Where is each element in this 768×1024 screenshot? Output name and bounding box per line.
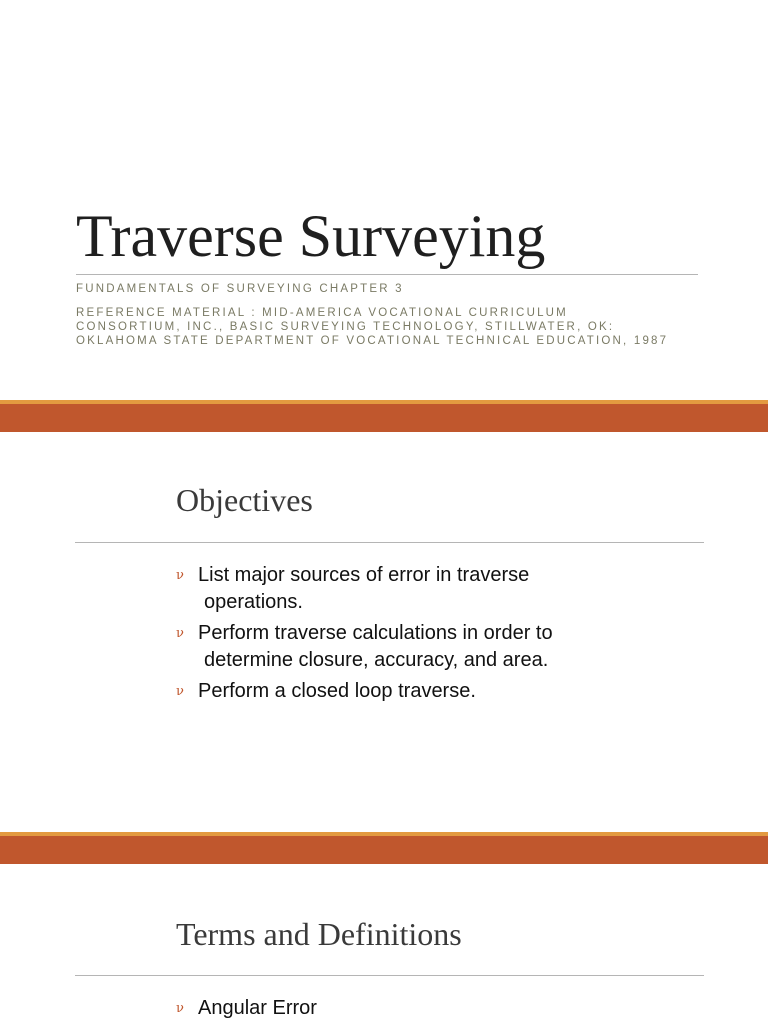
- bullet-text: Angular Error: [198, 997, 317, 1019]
- heading-divider: [75, 975, 704, 976]
- title-slide: [0, 0, 768, 400]
- bullet-icon: ν: [176, 684, 184, 699]
- list-item: [176, 562, 646, 616]
- list-item: [176, 620, 646, 674]
- list-item: [176, 678, 646, 705]
- slide-subtitle: FUNDAMENTALS OF SURVEYING CHAPTER 3: [76, 283, 404, 295]
- reference-line: OKLAHOMA STATE DEPARTMENT OF VOCATIONAL TECHNICAL EDUCATION, 1987: [76, 335, 669, 347]
- title-divider: [76, 274, 698, 275]
- reference-line: REFERENCE MATERIAL : MID-AMERICA VOCATIONAL CURRICULUM: [76, 307, 568, 319]
- accent-stripe-dark: [0, 836, 768, 864]
- bullet-icon: ν: [176, 568, 184, 583]
- list-item: [176, 995, 646, 1022]
- heading-divider: [75, 542, 704, 543]
- reference-material: [76, 306, 726, 348]
- objectives-list: [176, 562, 646, 709]
- terms-list: [176, 995, 646, 1024]
- terms-heading: Terms and Definitions: [176, 916, 462, 952]
- bullet-text: List major sources of error in traverse: [198, 564, 530, 586]
- slide-separator-band: [0, 400, 768, 432]
- reference-line: CONSORTIUM, INC., BASIC SURVEYING TECHNOLOGY, STILLWATER, OK:: [76, 321, 615, 333]
- slide-separator-band: [0, 832, 768, 864]
- objectives-heading: Objectives: [176, 482, 313, 518]
- bullet-icon: ν: [176, 1001, 184, 1016]
- bullet-text: determine closure, accuracy, and area.: [204, 649, 549, 671]
- slide-title: Traverse Surveying: [76, 203, 546, 269]
- bullet-text: operations.: [204, 591, 303, 613]
- accent-stripe-dark: [0, 404, 768, 432]
- terms-slide: [0, 864, 768, 1024]
- bullet-text: Perform traverse calculations in order to: [198, 622, 553, 644]
- bullet-icon: ν: [176, 626, 184, 641]
- bullet-text: Perform a closed loop traverse.: [198, 680, 476, 702]
- objectives-slide: [0, 432, 768, 832]
